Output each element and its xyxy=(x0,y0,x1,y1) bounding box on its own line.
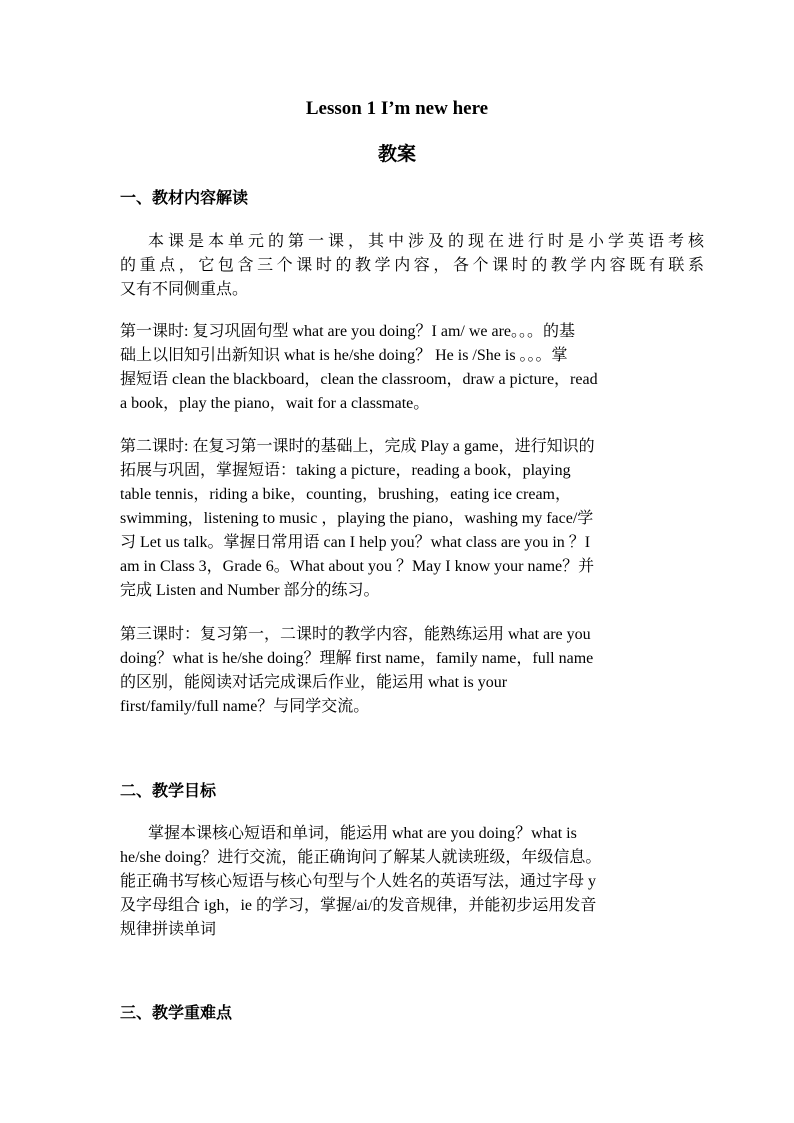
paragraph-line: 第一课时: 复习巩固句型 what are you doing？I am/ we are。。。的基 xyxy=(120,323,576,340)
paragraph-line: 本课是本单元的第一课，其中涉及的现在进行时是小学英语考核 xyxy=(148,233,704,250)
paragraph-objectives xyxy=(120,822,704,942)
paragraph-line: doing？what is he/she doing？理解 first name，family name，full name xyxy=(120,650,594,667)
paragraph-line: 习 Let us talk。掌握日常用语 can I help you？what class are you in ？I xyxy=(120,534,591,551)
paragraph-lesson-three xyxy=(120,623,676,719)
paragraph-line: 掌握本课核心短语和单词，能运用 what are you doing？what is xyxy=(148,825,577,842)
paragraph-line: 的重点，它包含三个课时的教学内容，各个课时的教学内容既有联系 xyxy=(120,257,704,274)
paragraph-line: am in Class 3，Grade 6。What about you ？May I know your name？并 xyxy=(120,558,595,575)
document-subtitle: 教案 xyxy=(377,144,416,165)
paragraph-line: 能正确书写核心短语与核心句型与个人姓名的英语写法，通过字母 y xyxy=(120,873,597,890)
paragraph-line: 规律拼读单词 xyxy=(120,921,217,938)
paragraph-line: 拓展与巩固，掌握短语：taking a picture，reading a book，playing xyxy=(120,462,571,479)
paragraph-overview xyxy=(120,230,704,302)
paragraph-line: a book，play the piano，wait for a classmate。 xyxy=(120,395,430,412)
paragraph-line: 及字母组合 igh，ie 的学习，掌握/ai/的发音规律，并能初步运用发音 xyxy=(120,897,597,914)
paragraph-line: 第三课时：复习第一，二课时的教学内容，能熟练运用 what are you xyxy=(120,626,591,643)
paragraph-line: he/she doing？进行交流，能正确询问了解某人就读班级，年级信息。 xyxy=(120,849,602,866)
paragraph-line: swimming，listening to music ，playing the piano，washing my face/学 xyxy=(120,510,594,527)
paragraph-line: 又有不同侧重点。 xyxy=(120,281,249,298)
document-title: Lesson 1 I’m new here xyxy=(305,98,489,119)
section-heading-teaching-objectives: 二、教学目标 xyxy=(120,783,217,800)
paragraph-line: 的区别，能阅读对话完成课后作业，能运用 what is your xyxy=(120,674,508,691)
paragraph-line: 完成 Listen and Number 部分的练习。 xyxy=(120,582,380,599)
paragraph-lesson-two xyxy=(120,435,676,603)
paragraph-line: 础上以旧知引出新知识 what is he/she doing？ He is /She is 。。。掌 xyxy=(120,347,568,364)
paragraph-line: 第二课时: 在复习第一课时的基础上，完成 Play a game，进行知识的 xyxy=(120,438,595,455)
paragraph-line: 握短语 clean the blackboard，clean the classroom，draw a picture，read xyxy=(120,371,598,388)
paragraph-line: first/family/full name？与同学交流。 xyxy=(120,698,370,715)
section-heading-content-analysis: 一、教材内容解读 xyxy=(120,190,249,207)
paragraph-lesson-one xyxy=(120,320,676,416)
section-heading-key-points: 三、教学重难点 xyxy=(120,1005,233,1022)
paragraph-line: table tennis，riding a bike，counting，brushing，eating ice cream， xyxy=(120,486,571,503)
